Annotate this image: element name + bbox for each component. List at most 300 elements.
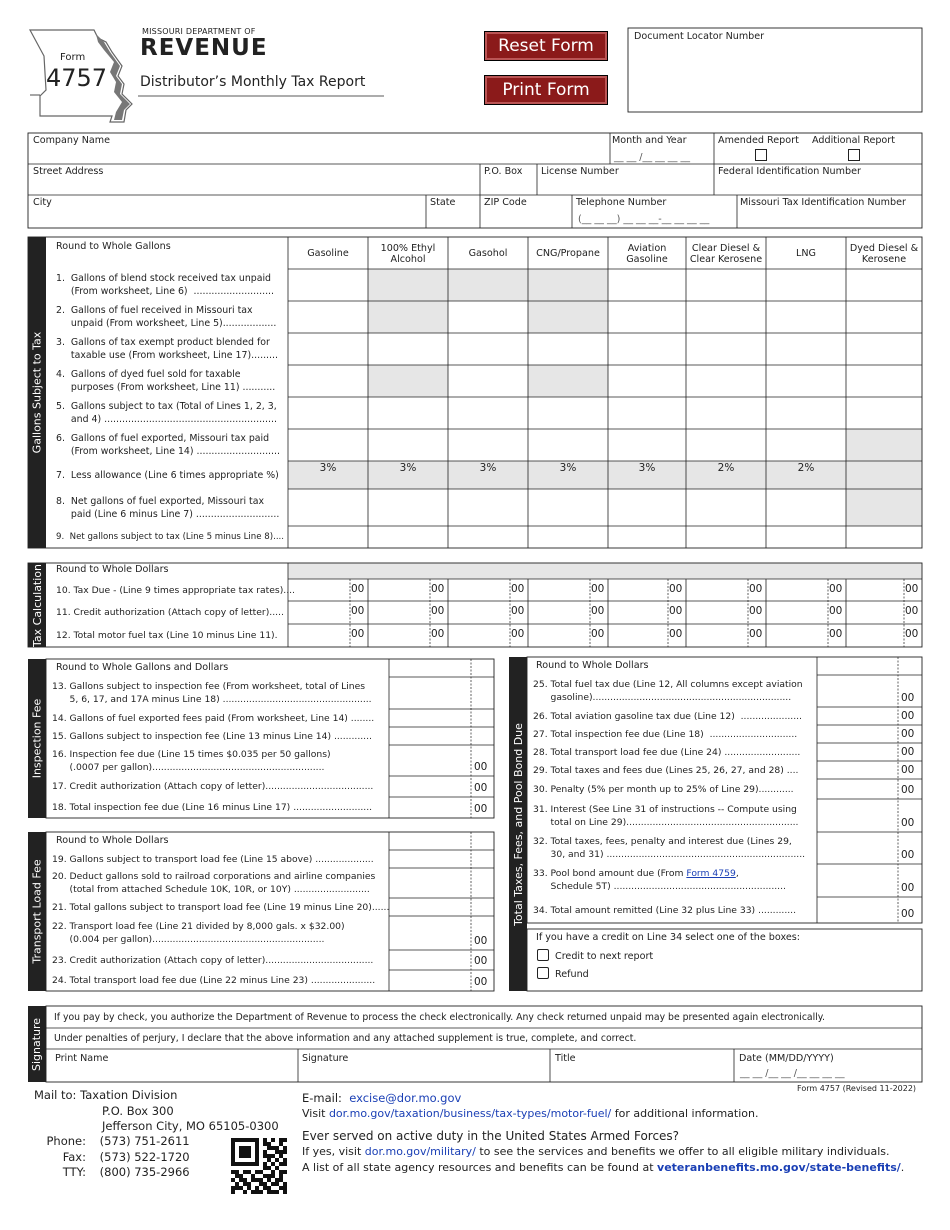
gallons-cell[interactable]	[688, 491, 764, 524]
qr-module	[263, 1186, 267, 1190]
gallons-cell[interactable]	[370, 271, 446, 299]
gallons-cell[interactable]	[688, 431, 764, 459]
totals-section-bar	[509, 657, 527, 991]
gallons-cell[interactable]	[450, 491, 526, 524]
totals-line-label: 31. Interest (See Line 31 of instructions -- Compute using total on Line 29)...........................................................	[533, 803, 799, 828]
cents-zero: 00	[591, 605, 605, 617]
allowance-percent: 3%	[559, 462, 577, 474]
totals-line-label: 28. Total transport load fee due (Line 24) ..........................	[533, 746, 801, 758]
line-label-9: 9. Net gallons subject to tax (Line 5 minus Line 8)....	[56, 531, 285, 542]
shaded-cell	[288, 563, 922, 579]
tax-cell[interactable]	[450, 626, 508, 645]
qr-module	[243, 1162, 247, 1166]
tax-calc-section-bar	[28, 563, 46, 647]
column-header: Clear Diesel & Clear Kerosene	[689, 242, 763, 265]
qr-module	[263, 1162, 267, 1166]
gallons-cell[interactable]	[290, 399, 366, 427]
cents-zero: 00	[905, 605, 919, 617]
qr-module	[243, 1150, 247, 1154]
allowance-percent: 3%	[399, 462, 417, 474]
inspection-line-label: 18. Total inspection fee due (Line 16 minus Line 17) ...........................	[52, 802, 373, 813]
gallons-cell[interactable]	[450, 463, 526, 487]
gallons-cell[interactable]	[848, 399, 920, 427]
gallons-cell[interactable]	[768, 431, 844, 459]
qr-module	[231, 1146, 235, 1150]
gallons-cell[interactable]	[370, 431, 446, 459]
line-label-7: 7. Less allowance (Line 6 times appropriate %)	[56, 469, 279, 481]
qr-module	[275, 1158, 279, 1162]
qr-module	[263, 1154, 267, 1158]
additional-report-checkbox[interactable]	[848, 149, 860, 161]
tax-cell[interactable]	[450, 581, 508, 599]
qr-module	[243, 1190, 247, 1194]
qr-module	[267, 1178, 271, 1182]
tax-cell[interactable]	[848, 581, 902, 599]
gallons-cell[interactable]	[688, 271, 764, 299]
contact-links	[302, 1090, 904, 1176]
qr-module	[255, 1158, 259, 1162]
inspection-cents-zero: 00	[474, 782, 488, 794]
column-header: Aviation Gasoline	[626, 242, 668, 265]
mail-to-label: Mail to:	[34, 1088, 77, 1102]
qr-module	[231, 1170, 235, 1174]
gallons-cell[interactable]	[370, 463, 446, 487]
transport-cents-zero: 00	[474, 935, 488, 947]
totals-section-title: Total Taxes, Fees, and Pool Bond Due	[511, 722, 525, 926]
column-header: Dyed Diesel & Kerosene	[849, 242, 919, 265]
perjury-text: Under penalties of perjury, I declare that the above information and any attached supplement is true, complete, and correct.	[54, 1033, 637, 1044]
telephone-label: Telephone Number	[576, 197, 667, 208]
tax-cell[interactable]	[610, 603, 666, 622]
telephone-field[interactable]: (__ __ __) __ __ __-__ __ __ __	[578, 214, 710, 225]
qr-module	[279, 1138, 283, 1142]
gallons-cell[interactable]	[450, 528, 526, 546]
qr-module	[267, 1166, 271, 1170]
gallons-cell[interactable]	[610, 528, 684, 546]
print-name-label: Print Name	[55, 1053, 109, 1064]
refund-checkbox[interactable]	[537, 967, 549, 979]
totals-cents-zero: 00	[901, 692, 915, 704]
qr-module	[247, 1154, 251, 1158]
document-locator-label: Document Locator Number	[634, 31, 765, 42]
month-year-label: Month and Year	[612, 135, 687, 146]
qr-module	[283, 1162, 287, 1166]
qr-module	[267, 1146, 271, 1150]
gallons-cell[interactable]	[848, 528, 920, 546]
print-form-button[interactable]	[484, 75, 608, 105]
totals-line-label: 26. Total aviation gasoline tax due (Line 12) .....................	[533, 710, 802, 722]
tax-cell[interactable]	[768, 581, 826, 599]
transport-line-label: 21. Total gallons subject to transport load fee (Line 19 minus Line 20)......	[52, 901, 390, 913]
tax-line-label-12: 12. Total motor fuel tax (Line 10 minus Line 11).	[56, 630, 278, 641]
gallons-cell[interactable]	[848, 335, 920, 363]
po-box: P.O. Box 300	[102, 1103, 174, 1118]
tax-cell[interactable]	[610, 626, 666, 645]
cents-zero: 00	[351, 605, 365, 617]
gallons-cell[interactable]	[768, 399, 844, 427]
if-yes-tail: to see the services and benefits we offer to all eligible military individuals.	[475, 1145, 890, 1158]
qr-module	[239, 1146, 243, 1150]
qr-module	[267, 1186, 271, 1190]
inspection-amount-field[interactable]	[391, 729, 492, 743]
qr-module	[259, 1182, 263, 1186]
transport-amount-field[interactable]	[391, 900, 492, 914]
signature-field[interactable]	[300, 1066, 548, 1080]
credit-next-report-checkbox[interactable]	[537, 949, 549, 961]
gallons-cell[interactable]	[848, 271, 920, 299]
gallons-cell[interactable]	[610, 399, 684, 427]
allowance-percent: 2%	[717, 462, 735, 474]
qr-module	[271, 1138, 275, 1142]
qr-module	[263, 1182, 267, 1186]
gallons-cell[interactable]	[530, 491, 606, 524]
tax-cell[interactable]	[848, 626, 902, 645]
qr-module	[243, 1154, 247, 1158]
gallons-cell[interactable]	[450, 367, 526, 395]
company-name-field[interactable]	[30, 148, 608, 164]
gallons-cell[interactable]	[688, 335, 764, 363]
qr-module	[267, 1190, 271, 1194]
gallons-cell[interactable]	[450, 303, 526, 331]
po-box-label: P.O. Box	[484, 166, 523, 177]
gallons-cell[interactable]	[530, 367, 606, 395]
gallons-cell[interactable]	[450, 335, 526, 363]
line-label-3: 3. Gallons of tax exempt product blended for taxable use (From worksheet, Line 17).........	[56, 337, 278, 361]
gallons-cell[interactable]	[848, 303, 920, 331]
gallons-cell[interactable]	[768, 463, 844, 487]
gallons-cell[interactable]	[688, 367, 764, 395]
totals-line-label: 32. Total taxes, fees, penalty and interest due (Lines 29, 30, and 31) ....................................................................	[533, 836, 806, 860]
qr-module	[235, 1138, 239, 1142]
gallons-cell[interactable]	[768, 491, 844, 524]
qr-module	[239, 1162, 243, 1166]
totals-cents-zero: 00	[901, 849, 915, 861]
gallons-cell[interactable]	[290, 491, 366, 524]
gallons-cell[interactable]	[610, 431, 684, 459]
gallons-cell[interactable]	[768, 528, 844, 546]
form-4759-link[interactable]: Form 4759	[686, 868, 736, 879]
email-link[interactable]: excise@dor.mo.gov	[349, 1091, 462, 1105]
form-revision: Form 4757 (Revised 11-2022)	[797, 1084, 917, 1093]
form-number: 4757	[46, 64, 108, 92]
gallons-cell[interactable]	[370, 303, 446, 331]
military-link[interactable]: dor.mo.gov/military/	[364, 1145, 476, 1158]
signature-section-title: Signature	[30, 1017, 44, 1071]
totals-cents-zero: 00	[901, 882, 915, 894]
gallons-cell[interactable]	[848, 431, 920, 459]
fax-label: Fax:	[62, 1149, 86, 1164]
qr-module	[251, 1174, 255, 1178]
gallons-cell[interactable]	[768, 335, 844, 363]
qr-module	[271, 1190, 275, 1194]
gallons-cell[interactable]	[688, 463, 764, 487]
totals-line-label: 25. Total fuel tax due (Line 12, All columns except aviation gasoline)....................................................................	[533, 679, 803, 703]
allowance-percent: 3%	[319, 462, 337, 474]
qr-module	[283, 1182, 287, 1186]
cents-zero: 00	[669, 583, 683, 595]
transport-amount-field[interactable]	[391, 870, 492, 896]
license-number-label: License Number	[541, 166, 619, 177]
qr-module	[275, 1146, 279, 1150]
gallons-cell[interactable]	[530, 271, 606, 299]
tax-cell[interactable]	[290, 603, 348, 622]
amended-report-checkbox[interactable]	[755, 149, 767, 161]
qr-module	[283, 1146, 287, 1150]
gallons-cell[interactable]	[450, 431, 526, 459]
gallons-cell[interactable]	[688, 399, 764, 427]
line33-tail: , Schedule 5T) ...........................................................	[550, 868, 786, 892]
gallons-cell[interactable]	[530, 431, 606, 459]
inspection-amount-field[interactable]	[391, 711, 492, 725]
gallons-cell[interactable]	[290, 271, 366, 299]
transport-round-label: Round to Whole Dollars	[56, 835, 169, 846]
date-field[interactable]: __ __ /__ __ /__ __ __ __	[740, 1068, 845, 1079]
tax-cell[interactable]	[530, 626, 588, 645]
tax-cell[interactable]	[290, 626, 348, 645]
tax-cell[interactable]	[768, 626, 826, 645]
gallons-cell[interactable]	[610, 367, 684, 395]
check-authorization-text: If you pay by check, you authorize the Department of Revenue to process the check electronically. Any check returned unpaid may be presented again electronically.	[54, 1012, 825, 1023]
cents-zero: 00	[511, 583, 525, 595]
title-label: Title	[555, 1053, 576, 1064]
gallons-cell[interactable]	[370, 528, 446, 546]
gallons-cell[interactable]	[290, 528, 366, 546]
totals-cents-zero: 00	[901, 817, 915, 829]
totals-cents-zero: 00	[901, 784, 915, 796]
benefits-tail: .	[900, 1161, 905, 1174]
totals-cents-zero: 00	[901, 728, 915, 740]
cents-zero: 00	[431, 628, 445, 640]
qr-module	[271, 1182, 275, 1186]
city-label: City	[33, 197, 52, 208]
tax-cell[interactable]	[848, 603, 902, 622]
gallons-cell[interactable]	[610, 491, 684, 524]
gallons-cell[interactable]	[530, 399, 606, 427]
title-field[interactable]	[552, 1066, 732, 1080]
transport-section-title: Transport Load Fee	[30, 859, 44, 964]
veteran-benefits-link[interactable]: veteranbenefits.mo.gov/state-benefits/	[657, 1161, 901, 1174]
allowance-percent: 3%	[479, 462, 497, 474]
tax-cell[interactable]	[688, 581, 746, 599]
qr-module	[231, 1142, 235, 1146]
visit-text: Visit	[302, 1107, 329, 1120]
gallons-cell[interactable]	[530, 303, 606, 331]
gallons-cell[interactable]	[370, 335, 446, 363]
qr-module	[231, 1150, 235, 1154]
qr-module	[283, 1186, 287, 1190]
tax-cell[interactable]	[610, 581, 666, 599]
qr-module	[271, 1170, 275, 1174]
transport-amount-field[interactable]	[391, 852, 492, 866]
qr-module	[231, 1178, 235, 1182]
tax-cell[interactable]	[370, 603, 428, 622]
reset-form-button[interactable]	[484, 31, 608, 61]
transport-line-label: 23. Credit authorization (Attach copy of letter).....................................	[52, 954, 374, 966]
gallons-cell[interactable]	[450, 399, 526, 427]
revenue-logo: REVENUE	[140, 35, 268, 61]
qr-module	[263, 1174, 267, 1178]
gallons-cell[interactable]	[530, 335, 606, 363]
city-field[interactable]	[30, 210, 424, 225]
qr-module	[267, 1142, 271, 1146]
month-year-field[interactable]: __ __ /__ __ __ __	[614, 152, 691, 163]
gallons-cell[interactable]	[768, 271, 844, 299]
qr-module	[255, 1150, 259, 1154]
qr-module	[263, 1150, 267, 1154]
totals-line-label: 30. Penalty (5% per month up to 25% of Line 29)............	[533, 783, 794, 795]
qr-module	[239, 1174, 243, 1178]
contact-numbers	[30, 1134, 190, 1181]
gallons-cell[interactable]	[530, 463, 606, 487]
gallons-cell[interactable]	[848, 463, 920, 487]
gallons-cell[interactable]	[610, 271, 684, 299]
qr-module	[247, 1150, 251, 1154]
tax-cell[interactable]	[370, 626, 428, 645]
qr-module	[271, 1154, 275, 1158]
inspection-section-bar	[28, 659, 46, 818]
transport-section-bar	[28, 832, 46, 991]
gallons-cell[interactable]	[688, 303, 764, 331]
division: Taxation Division	[80, 1088, 178, 1102]
tax-cell[interactable]	[530, 603, 588, 622]
gallons-cell[interactable]	[450, 271, 526, 299]
allowance-percent: 3%	[638, 462, 656, 474]
transport-cents-zero: 00	[474, 976, 488, 988]
column-header: CNG/Propane	[536, 248, 600, 259]
gallons-cell[interactable]	[848, 491, 920, 524]
gallons-cell[interactable]	[688, 528, 764, 546]
qr-module	[251, 1162, 255, 1166]
totals-line-label: 27. Total inspection fee due (Line 18) ..............................	[533, 728, 798, 740]
tax-cell[interactable]	[290, 581, 348, 599]
qr-module	[251, 1190, 255, 1194]
inspection-amount-field[interactable]	[391, 679, 492, 707]
qr-module	[239, 1178, 243, 1182]
qr-module	[279, 1162, 283, 1166]
street-address-field[interactable]	[30, 179, 480, 194]
gallons-cell[interactable]	[848, 367, 920, 395]
visit-tail: for additional information.	[611, 1107, 759, 1120]
gallons-cell[interactable]	[290, 463, 366, 487]
qr-module	[267, 1174, 271, 1178]
tax-cell[interactable]	[450, 603, 508, 622]
line-label-8: 8. Net gallons of fuel exported, Missouri tax paid (Line 6 minus Line 7) ............................	[56, 495, 280, 520]
gallons-cell[interactable]	[610, 335, 684, 363]
qr-module	[247, 1186, 251, 1190]
qr-module	[239, 1138, 243, 1142]
cents-zero: 00	[669, 605, 683, 617]
qr-module	[231, 1158, 235, 1162]
motor-fuel-link[interactable]: dor.mo.gov/taxation/business/tax-types/motor-fuel/	[328, 1107, 612, 1120]
credit-next-report-label: Credit to next report	[555, 951, 654, 962]
gallons-cell[interactable]	[290, 303, 366, 331]
tax-cell[interactable]	[370, 581, 428, 599]
qr-module	[263, 1142, 267, 1146]
cents-zero: 00	[749, 583, 763, 595]
qr-module	[255, 1170, 259, 1174]
benefits-text: A list of all state agency resources and benefits can be found at	[302, 1161, 658, 1174]
qr-module	[243, 1182, 247, 1186]
qr-module	[271, 1146, 275, 1150]
qr-module	[235, 1162, 239, 1166]
date-label: Date (MM/DD/YYYY)	[739, 1053, 834, 1064]
if-yes-text: If yes, visit	[302, 1145, 365, 1158]
gallons-cell[interactable]	[610, 463, 684, 487]
gallons-cell[interactable]	[370, 491, 446, 524]
gallons-cell[interactable]	[370, 367, 446, 395]
gallons-cell[interactable]	[290, 431, 366, 459]
inspection-section-title: Inspection Fee	[30, 698, 44, 779]
qr-module	[231, 1162, 235, 1166]
line-label-6: 6. Gallons of fuel exported, Missouri tax paid (From worksheet, Line 14) ............................	[56, 433, 280, 457]
qr-module	[275, 1178, 279, 1182]
additional-report-label: Additional Report	[812, 135, 896, 146]
print-name-field[interactable]	[52, 1066, 296, 1080]
gallons-section-title: Gallons Subject to Tax	[30, 331, 44, 454]
qr-module	[275, 1182, 279, 1186]
qr-module	[267, 1154, 271, 1158]
tax-cell[interactable]	[530, 581, 588, 599]
qr-module	[263, 1166, 267, 1170]
gallons-cell[interactable]	[370, 399, 446, 427]
qr-module	[271, 1162, 275, 1166]
transport-cents-zero: 00	[474, 955, 488, 967]
totals-cents-zero: 00	[901, 710, 915, 722]
gallons-cell[interactable]	[290, 367, 366, 395]
inspection-line-label: 14. Gallons of fuel exported fees paid (From worksheet, Line 14) ........	[52, 712, 375, 724]
qr-module	[235, 1182, 239, 1186]
gallons-cell[interactable]	[290, 335, 366, 363]
street-address-label: Street Address	[33, 166, 104, 177]
document-locator-field[interactable]	[630, 44, 920, 110]
tax-cell[interactable]	[688, 626, 746, 645]
qr-module	[255, 1142, 259, 1146]
city-zip: Jefferson City, MO 65105-0300	[102, 1119, 279, 1133]
gallons-cell[interactable]	[768, 303, 844, 331]
qr-module	[279, 1174, 283, 1178]
state-label: State	[430, 197, 456, 208]
military-question: Ever served on active duty in the United States Armed Forces?	[302, 1129, 680, 1143]
company-name-label: Company Name	[33, 135, 110, 146]
qr-module	[243, 1178, 247, 1182]
tax-cell[interactable]	[768, 603, 826, 622]
line-label-1: 1. Gallons of blend stock received tax unpaid (From worksheet, Line 6) ...........................	[56, 273, 275, 297]
transport-line-label: 24. Total transport load fee due (Line 22 minus Line 23) ......................	[52, 975, 376, 986]
gallons-cell[interactable]	[610, 303, 684, 331]
qr-module	[279, 1150, 283, 1154]
cents-zero: 00	[431, 583, 445, 595]
reset-form-label: Reset Form	[498, 36, 594, 56]
fax-number: (573) 522-1720	[99, 1149, 190, 1164]
round-dollars-label: Round to Whole Dollars	[56, 564, 169, 575]
tty-label: TTY:	[62, 1165, 86, 1179]
tax-cell[interactable]	[688, 603, 746, 622]
qr-module	[243, 1170, 247, 1174]
qr-module	[283, 1190, 287, 1194]
qr-module	[235, 1186, 239, 1190]
print-form-label: Print Form	[502, 80, 590, 100]
qr-module	[283, 1138, 287, 1142]
qr-module	[275, 1150, 279, 1154]
qr-module	[239, 1154, 243, 1158]
qr-module	[275, 1190, 279, 1194]
phone-label: Phone:	[46, 1134, 86, 1148]
gallons-cell[interactable]	[768, 367, 844, 395]
qr-module	[255, 1186, 259, 1190]
gallons-cell[interactable]	[530, 528, 606, 546]
tax-line-label-11: 11. Credit authorization (Attach copy of letter).....	[56, 607, 284, 618]
form-title: Distributor’s Monthly Tax Report	[140, 74, 366, 90]
